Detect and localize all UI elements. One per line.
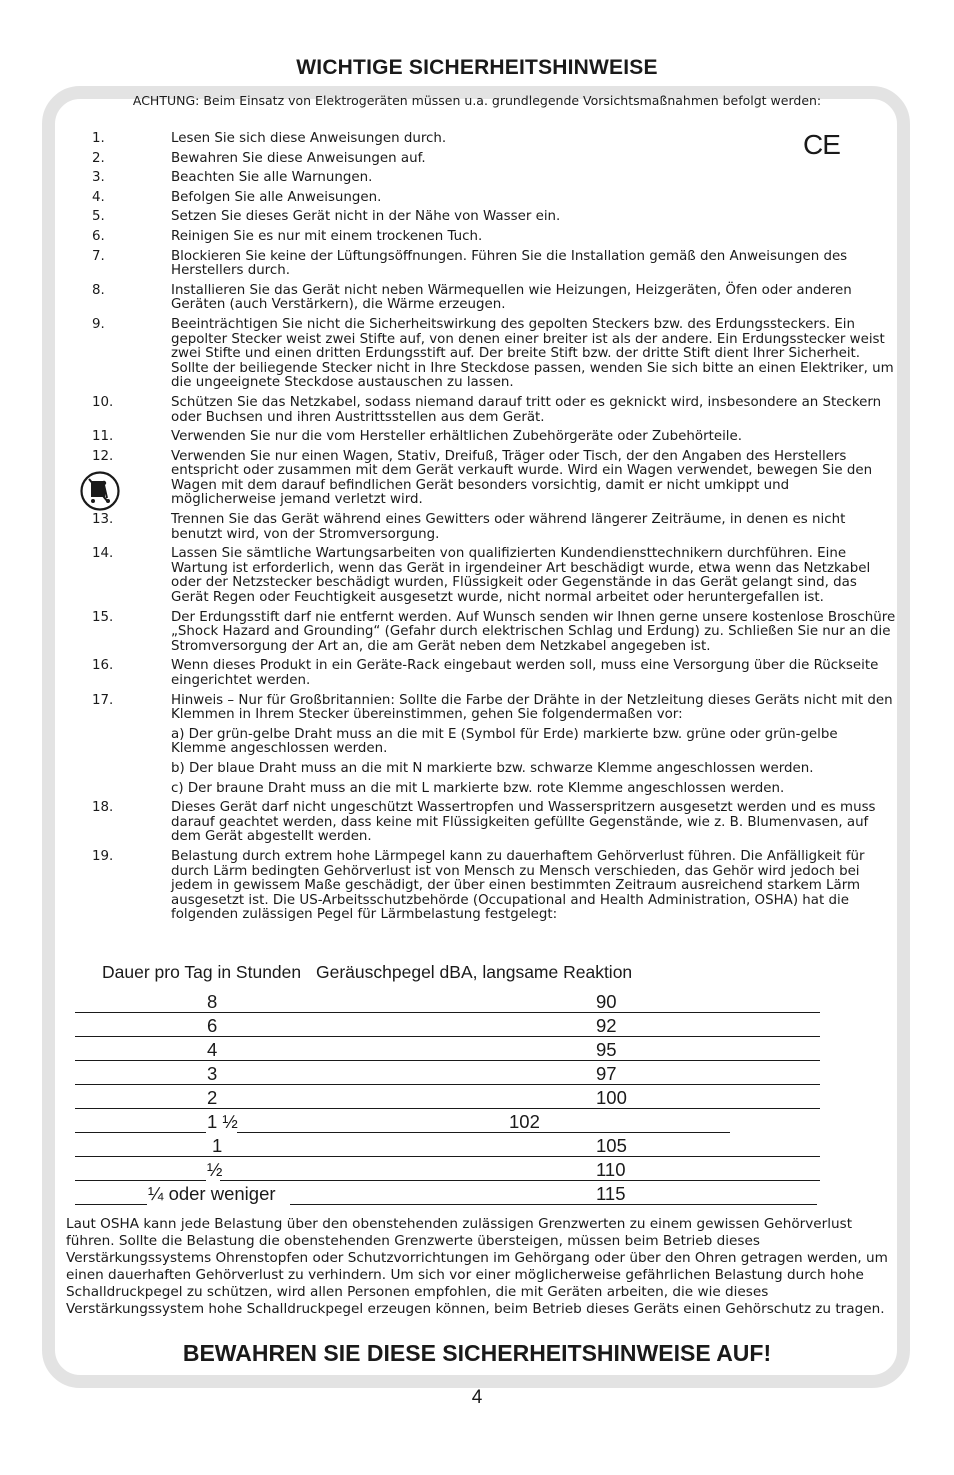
list-item: 10. Schützen Sie das Netzkabel, sodass niemand darauf tritt oder es geknickt wird, insbesondere an Steckern oder Buchsen und ihren Austrittsstellen aus dem Gerät. bbox=[92, 394, 882, 425]
list-item: 1. Lesen Sie sich diese Anweisungen durch. bbox=[92, 131, 447, 146]
list-item: 19. Belastung durch extrem hohe Lärmpegel kann zu dauerhaftem Gehörverlust führen. Die Anfälligkeit für durch Lärm bedingten Gehörverlust ist von Mensch zu Mensch verschieden, das Gehör wird jedoch bei jedem in gewissem Maße geschädigt, der über einen bestimmten Zeitraum ausreichend starkem Lärm ausgesetzt ist. Die US-Arbeitsschutzbehörde (Occupational and Health Administration, OSHA) hat die folgenden zulässigen Pegel für Lärmbelastung festgelegt: bbox=[92, 848, 865, 923]
list-item: 16. Wenn dieses Produkt in ein Geräte-Rack eingebaut werden soll, muss eine Versorgung über die Rückseite eingerichtet werden. bbox=[92, 658, 879, 688]
safety-list bbox=[0, 132, 954, 928]
list-item: 12. Verwenden Sie nur einen Wagen, Stativ, Dreifuß, Träger oder Tisch, der den Angaben des Herstellers entspricht oder zusammen mit dem Gerät verkauft wurde. Wird ein Wagen verwendet, bewegen Sie den Wagen mit dem darauf befindlichen Gerät besonders vorsichtig, damit er nicht umkippt und möglicherweise jemand verletzt wird. bbox=[92, 448, 873, 508]
table-row: 4 95 bbox=[0, 1039, 954, 1063]
table-row: 8 90 bbox=[0, 991, 954, 1015]
bottom-title: BEWAHREN SIE DIESE SICHERHEITSHINWEISE AUF! bbox=[182, 1340, 772, 1366]
list-item: 7. Blockieren Sie keine der Lüftungsöffnungen. Führen Sie die Installation gemäß den Anweisungen des Herstellers durch. bbox=[92, 248, 848, 279]
osha-note: Laut OSHA kann jede Belastung über den obenstehenden zulässigen Grenzwerten zu einem gewissen Gehörverlust führen. Sollte die Belastung die obenstehenden Grenzwerte übersteigen, müssen beim Betrieb dieses Verstärkungssystems Ohrenstopfen oder Schutzvorrichtungen im Gehörgang oder über den Ohren getragen werden, um einen dauerhaften Gehörverlust zu verhindern. Um sich vor einer möglicherweise gefährlichen Belastung durch hohe Schalldruckpegel zu schützen, wird allen Personen empfohlen, die mit Geräten arbeiten, die wie dieses Verstärkungssystem hohe Schalldruckpegel erzeugen können, beim Betrieb dieses Geräts einen Gehörschutz zu tragen. bbox=[66, 1216, 888, 1317]
column-header-dba: Geräuschpegel dBA, langsame Reaktion bbox=[316, 962, 633, 982]
list-item: 6. Reinigen Sie es nur mit einem trockenen Tuch. bbox=[92, 228, 483, 244]
table-row: 3 97 bbox=[0, 1063, 954, 1087]
list-item: 3. Beachten Sie alle Warnungen. bbox=[92, 170, 373, 186]
page-title: WICHTIGE SICHERHEITSHINWEISE bbox=[296, 56, 658, 79]
ce-mark: CE bbox=[803, 129, 840, 160]
list-item: 4. Befolgen Sie alle Anweisungen. bbox=[92, 189, 382, 205]
list-item: 2. Bewahren Sie diese Anweisungen auf. bbox=[92, 150, 426, 166]
sub-item: b) Der blaue Draht muss an die mit N markierte bzw. schwarze Klemme angeschlossen werden. bbox=[171, 760, 814, 776]
list-item: 18. Dieses Gerät darf nicht ungeschützt Wassertropfen und Wasserspritzern ausgesetzt werden und es muss darauf geachtet werden, dass keine mit Flüssigkeiten gefüllte Gegenstände, wie z. B. Blumenvasen, auf dem Gerät abgestellt werden. bbox=[92, 800, 876, 845]
sub-item: c) Der braune Draht muss an die mit L markierte bzw. rote Klemme angeschlossen werden. bbox=[171, 780, 785, 796]
column-header-hours: Dauer pro Tag in Stunden bbox=[102, 962, 302, 982]
table-row: ½ 110 bbox=[0, 1159, 954, 1183]
sub-item: a) Der grün-gelbe Draht muss an die mit E (Symbol für Erde) markierte bzw. grüne oder grün-gelbe Klemme angeschlossen werden. bbox=[171, 726, 838, 757]
table-row: ¼ oder weniger 115 bbox=[0, 1183, 954, 1207]
list-item: 15. Der Erdungsstift darf nie entfernt werden. Auf Wunsch senden wir Ihnen gerne unsere kostenlose Broschüre „Shock Hazard and Grounding“ (Gefahr durch elektrischen Schlag und Erdung) zu. Schließen Sie nur an die Stromversorgung der Art an, die am Gerät neben dem Netzkabel angegeben ist. bbox=[92, 609, 896, 654]
list-item: 5. Setzen Sie dieses Gerät nicht in der Nähe von Wasser ein. bbox=[92, 209, 561, 225]
list-item: 17. Hinweis – Nur für Großbritannien: Sollte die Farbe der Drähte in der Netzleitung dieses Geräts nicht mit den Klemmen in Ihrem Stecker übereinstimmen, gehen Sie folgendermaßen vor: bbox=[92, 692, 893, 723]
table-row: 6 92 bbox=[0, 1015, 954, 1039]
warning-text: ACHTUNG: Beim Einsatz von Elektrogeräten müssen u.a. grundlegende Vorsichtsmaßnahmen befolgt werden: bbox=[132, 93, 822, 108]
table-row: 2 100 bbox=[0, 1087, 954, 1111]
table-row: 1 ½ 102 bbox=[0, 1111, 954, 1135]
table-row: 1 105 bbox=[0, 1135, 954, 1159]
list-item: 14. Lassen Sie sämtliche Wartungsarbeiten von qualifizierten Kundendiensttechnikern durchführen. Eine Wartung ist erforderlich, wenn das Gerät in irgendeiner Art beschädigt wurde, etwa wenn das Netzkabel oder der Netzstecker beschädigt wurden, Flüssigkeit oder Gegenstände in das Gerät gelangt sind, das Gerät Regen oder Feuchtigkeit ausgesetzt wurde, nicht normal arbeitet oder heruntergefallen ist. bbox=[92, 546, 871, 606]
list-item: 13. Trennen Sie das Gerät während eines Gewitters oder während längerer Zeiträume, in denen es nicht benutzt wird, von der Stromversorgung. bbox=[92, 512, 846, 542]
list-item: 11. Verwenden Sie nur die vom Hersteller erhältlichen Zubehörgeräte oder Zubehörteile. bbox=[92, 429, 743, 445]
list-item: 9. Beeinträchtigen Sie nicht die Sicherheitswirkung des gepolten Steckers bzw. des Erdungssteckers. Ein gepolter Stecker weist zwei Stifte auf, von denen einer breiter ist als der andere. Ein Erdungsstecker weist zwei Stifte und einen dritten Erdungsstift auf. Der breite Stift bzw. der dritte Stift dient Ihrer Sicherheit. Sollte der beiliegende Stecker nicht in Ihre Steckdose passen, wenden Sie sich bitte an einen Elektriker, um die ungeeignete Steckdose austauschen zu lassen. bbox=[92, 316, 894, 391]
list-item: 8. Installieren Sie das Gerät nicht neben Wärmequellen wie Heizungen, Heizgeräten, Öfen oder anderen Geräten (auch Verstärkern), die Wärme erzeugen. bbox=[92, 282, 852, 313]
noise-table-header bbox=[102, 962, 632, 983]
page-number: 4 bbox=[471, 1387, 483, 1408]
